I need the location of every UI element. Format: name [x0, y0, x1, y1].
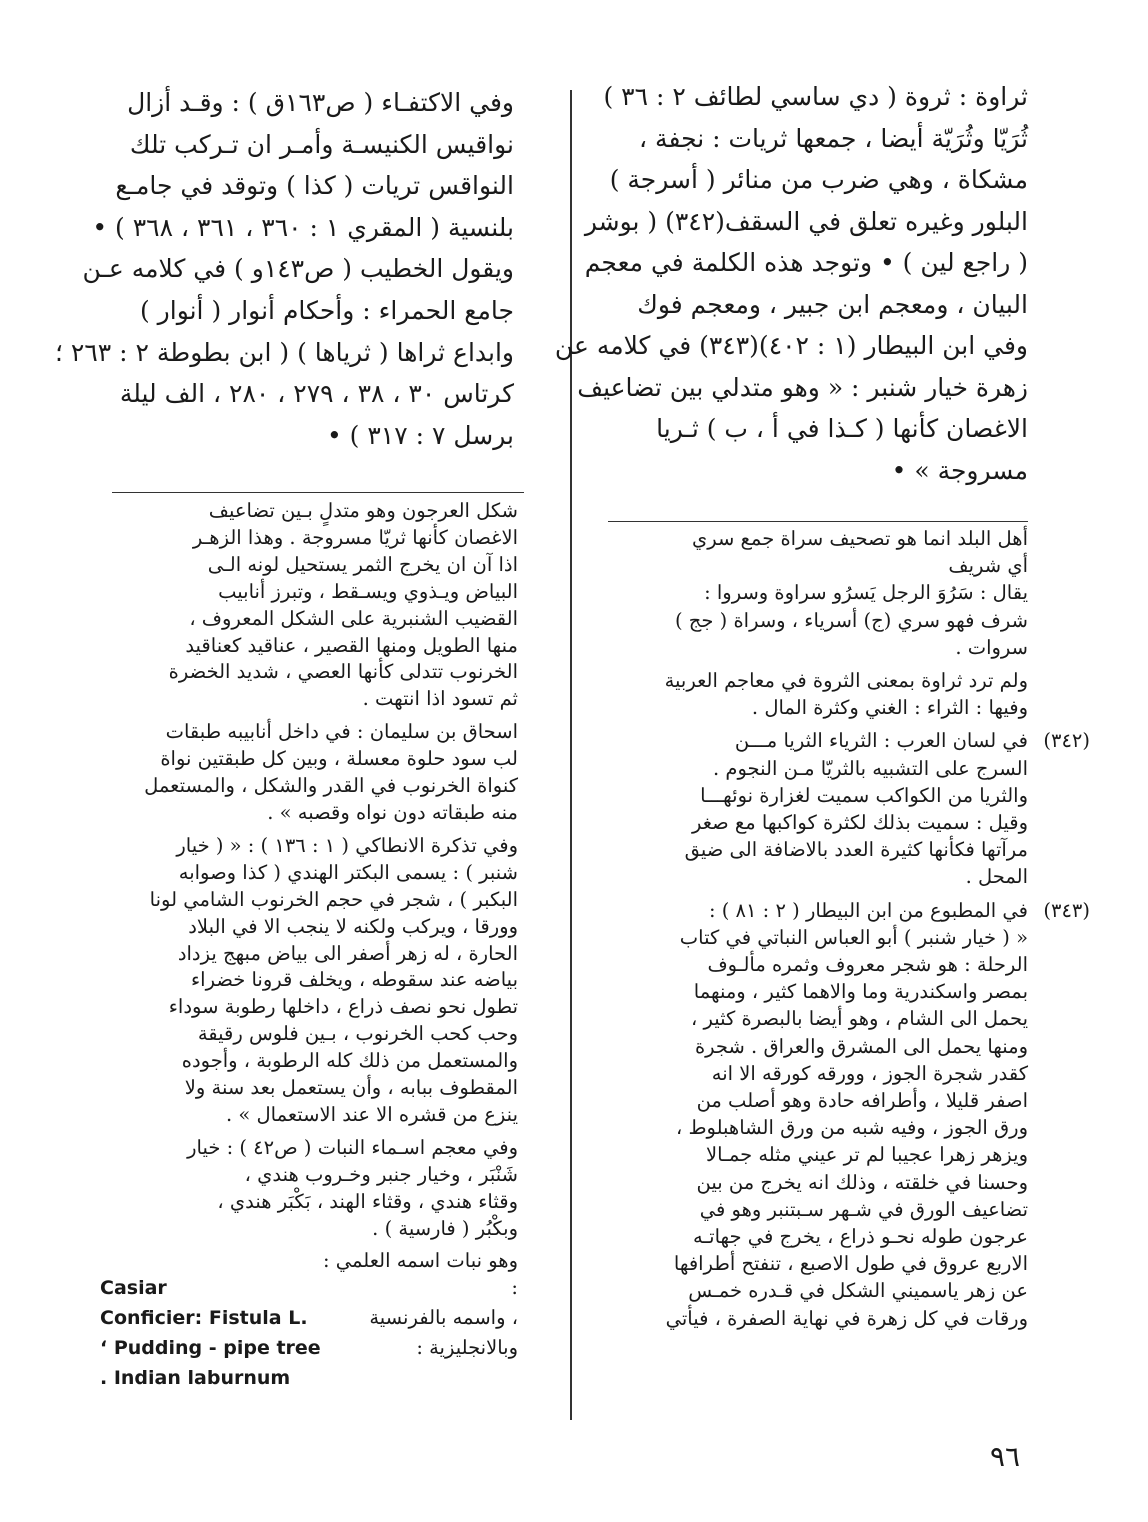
text-line: الاغصان كأنها ( كـذا في أ ، ب ) ثـريا — [656, 414, 1028, 443]
footnote-line: ومنها يحمل الى المشرق والعراق . شجرة — [694, 1034, 1028, 1058]
footnote-separator-right — [608, 521, 1028, 522]
text-line: وابداع ثراها ( ثرياها ) ( ابن بطوطة ٢ : ٢٦٣ ؛ — [54, 337, 514, 367]
latin-name: Casiar — [100, 1277, 167, 1300]
footnote-line: المحل . — [965, 865, 1028, 889]
text-line: مسروجة » • — [891, 455, 1028, 485]
footnote-line: منها الطويل ومنها القصير ، عناقيد كعناقيد — [185, 633, 518, 657]
footnote-line: السرج على التشبيه بالثريّا مـن النجوم . — [713, 756, 1028, 780]
footnote-line: وورقا ، ويركب ولكنه لا ينجب الا في البلاد — [188, 914, 518, 938]
footnote-line: شرف فهو سري (ج) أسرياء ، وسراة ( جج ) — [675, 608, 1028, 632]
latin-name: Conficier: Fistula L. — [100, 1307, 308, 1330]
footnote-line: كنواة الخرنوب في القدر والشكل ، والمستعمل — [144, 774, 518, 798]
page-number: ٩٦ — [990, 1440, 1021, 1473]
footnote-line: عرجون طوله نحـو ذراع ، يخرج في جهاتـه — [693, 1225, 1028, 1249]
footnote-block — [100, 1135, 518, 1243]
footnote-line: كقدر شجرة الجوز ، وورقه كورقه الا انه — [711, 1061, 1028, 1085]
footnote-line: اصفر قليلا ، وأطرافه حادة وهو أصلب من — [696, 1089, 1028, 1113]
footnote-line: أهل البلد انما هو تصحيف سراة جمع سري — [691, 527, 1028, 550]
english-name-row-2 — [100, 1365, 518, 1395]
footnote-line: الاغصان كأنها ثريّا مسروجة . وهذا الزهـر — [192, 525, 518, 549]
footnote-line: والمستعمل من ذلك كله الرطوبة ، وأجوده — [181, 1049, 518, 1073]
main-text-left-column — [54, 82, 514, 456]
footnotes-left-column — [100, 498, 518, 1395]
footnote-line: ويزهر زهرا عجيبا لم تر عيني مثله جمـالا — [706, 1143, 1028, 1167]
footnote-line: الخرنوب تتدلى كأنها العصي ، شديد الخضرة — [168, 660, 518, 684]
footnote-line: والثريا من الكواكب سميت لغزارة نوئهـــا — [700, 783, 1028, 807]
footnote-line: بياضه عند سقوطه ، ويخلف قرونا خضراء — [190, 968, 518, 992]
footnote-line: يحمل الى الشام ، وهو أيضا بالبصرة كثير ، — [691, 1007, 1028, 1031]
text-line: مشكاة ، وهي ضرب من منائر ( أسرجة ) — [609, 165, 1028, 194]
footnote-343 — [604, 897, 1090, 1332]
footnote-line: وهو نبات اسمه العلمي : — [323, 1249, 518, 1273]
footnote-line: ولم ترد ثراوة بمعنى الثروة في معاجم العربية — [664, 669, 1028, 693]
footnote-line: وقثاء هندي ، وقثاء الهند ، بَكْبَر هندي ، — [217, 1189, 518, 1213]
footnote-line: تضاعيف الورق في شـهر سـبتنبر وهو في — [699, 1197, 1028, 1221]
footnote-line: أي شريف — [948, 554, 1028, 578]
footnote-line: شنبر ) : يسمى البكتر الهندي ( كذا وصوابه — [178, 860, 518, 884]
footnote-line: لب سود حلوة معسلة ، وبين كل طبقتين نواة — [160, 747, 518, 771]
text-line: كرتاس ٣٠ ، ٣٨ ، ٢٧٩ ، ٢٨٠ ، الف ليلة — [119, 379, 514, 409]
footnote-paragraph — [604, 667, 1028, 721]
footnote-line: البكبر ) ، شجر في حجم الخرنوب الشامي لونا — [149, 887, 518, 911]
footnote-line: شكل العرجون وهو متدلٍ بـين تضاعيف — [208, 499, 518, 522]
arabic-label: ، واسمه بالفرنسية — [369, 1306, 518, 1330]
text-line: بلنسية ( المقري ١ : ٣٦٠ ، ٣٦١ ، ٣٦٨ ) • — [92, 212, 514, 242]
footnote-line: مرآتها فكأنها كثيرة العدد بالاضافة الى ضيق — [684, 838, 1028, 862]
scientific-name-row — [100, 1275, 518, 1305]
footnote-number: (٣٤٢) — [1043, 729, 1090, 753]
latin-name: . Indian laburnum — [100, 1367, 291, 1390]
text-line: ثراوة : ثروة ( دي ساسي لطائف ٢ : ٣٦ ) — [603, 82, 1028, 111]
footnote-line: الحارة ، له زهر أصفر الى بياض مبهج يزداد — [177, 941, 518, 965]
arabic-label: وبالانجليزية : — [416, 1336, 518, 1360]
column-divider — [570, 90, 572, 1420]
arabic-label: : — [511, 1276, 518, 1300]
text-line: البلور وغيره تعلق في السقف(٣٤٢) ( بوشر — [584, 206, 1028, 236]
footnote-continuation — [604, 525, 1028, 661]
footnote-line: منه طبقاته دون نواه وقصبه » . — [267, 800, 518, 824]
footnote-line: اذا آن ان يخرج الثمر يستحيل لونه الـى — [207, 552, 518, 576]
footnote-line: وقيل : سميت بذلك لكثرة كواكبها مع صغر — [691, 811, 1028, 835]
text-line: نواقيس الكنيسـة وأمـر ان تـركب تلك — [129, 129, 514, 159]
footnote-line: الرحلة : هو شجر معروف وثمره مألـوف — [707, 953, 1028, 977]
footnote-line: ينزع من قشره الا عند الاستعمال » . — [225, 1102, 518, 1126]
footnote-line: وفيها : الثراء : الغني وكثرة المال . — [751, 696, 1028, 720]
text-line: ( راجع لين ) • وتوجد هذه الكلمة في معجم — [584, 248, 1028, 277]
text-line: البيان ، ومعجم ابن جبير ، ومعجم فوك — [637, 289, 1028, 319]
footnote-line: سروات . — [955, 635, 1028, 659]
footnote-line: في لسان العرب : الثرياء الثريا مـــن — [734, 729, 1028, 753]
footnote-line: وحسنا في خلقته ، وذلك انه يخرج من بين — [696, 1170, 1028, 1194]
french-name-row — [100, 1305, 518, 1335]
footnote-line: عن زهر ياسميني الشكل في قـدره خمـس — [688, 1279, 1028, 1303]
text-line: وفي ابن البيطار (١ : ٤٠٢)(٣٤٣) في كلامه عن — [554, 331, 1028, 360]
footnote-block — [100, 498, 518, 713]
text-line: النواقس تريات ( كذا ) وتوقد في جامـع — [115, 171, 514, 201]
footnote-line: وفي تذكرة الانطاكي ( ١ : ١٣٦ ) : « ( خيار — [176, 833, 518, 857]
footnote-line: بمصر واسكندرية وما والاهما كثير ، ومنهما — [693, 980, 1028, 1004]
text-line: ويقول الخطيب ( ص١٤٣و ) في كلامه عـن — [82, 254, 514, 284]
footnote-line: « ( خيار شنبر ) أبو العباس النباتي في كتاب — [679, 925, 1028, 949]
footnote-line: البياض ويـذوي ويسـقط ، وتبرز أنابيب — [218, 579, 518, 603]
text-line: برسل ٧ : ٣١٧ ) • — [326, 420, 514, 450]
text-line: زهرة خيار شنبر : « وهو متدلي بين تضاعيف — [577, 372, 1028, 402]
footnote-line: وبكْبُر ( فارسية ) . — [372, 1216, 518, 1240]
footnote-line: القضيب الشنبرية على الشكل المعروف ، — [189, 606, 518, 630]
footnote-342 — [604, 727, 1090, 890]
footnote-line: شَنْبَر ، وخيار جنبر وخـروب هندي ، — [244, 1162, 518, 1186]
text-line: ثُرَيّا وثُرَيّة أيضا ، جمعها ثريات : نجفة ، — [639, 123, 1028, 153]
footnote-line: يقال : سَرُوَ الرجل يَسرُو سراوة وسروا : — [704, 581, 1028, 605]
footnotes-right-column — [604, 525, 1090, 1332]
footnote-block — [100, 833, 518, 1129]
footnote-block — [100, 719, 518, 827]
footnote-line: ورق الجوز ، وفيه شبه من ورق الشاهبلوط ، — [675, 1116, 1028, 1140]
footnote-line: تطول نحو نصف ذراع ، داخلها رطوبة سوداء — [168, 995, 518, 1019]
footnote-line: ورقات في كل زهرة في نهاية الصفرة ، فيأتي — [665, 1306, 1028, 1330]
footnote-line: في المطبوع من ابن البيطار ( ٢ : ٨١ ) : — [708, 898, 1028, 922]
footnote-line: المقطوف ببابه ، وأن يستعمل بعد سنة ولا — [184, 1076, 518, 1100]
latin-name: ‘ Pudding - pipe tree — [100, 1337, 321, 1360]
footnote-number: (٣٤٣) — [1043, 898, 1090, 922]
footnote-line: ثم تسود اذا انتهت . — [362, 687, 518, 711]
footnote-line: وحب كحب الخرنوب ، بـين فلوس رقيقة — [197, 1022, 518, 1046]
footnote-separator-left — [112, 492, 524, 493]
text-line: وفي الاكتفـاء ( ص١٦٣ق ) : وقـد أزال — [127, 88, 514, 117]
footnote-line: الاربع عروق في طول الاصبع ، تنفتح أطرافها — [673, 1252, 1028, 1276]
footnote-line: وفي معجم اسـماء النبات ( ص٤٢ ) : خيار — [187, 1135, 518, 1159]
footnote-line: اسحاق بن سليمان : في داخل أنابيبه طبقات — [165, 720, 518, 744]
main-text-right-column — [554, 76, 1028, 491]
english-name-row — [100, 1335, 518, 1365]
text-line: جامع الحمراء : وأحكام أنوار ( أنوار ) — [139, 295, 514, 325]
